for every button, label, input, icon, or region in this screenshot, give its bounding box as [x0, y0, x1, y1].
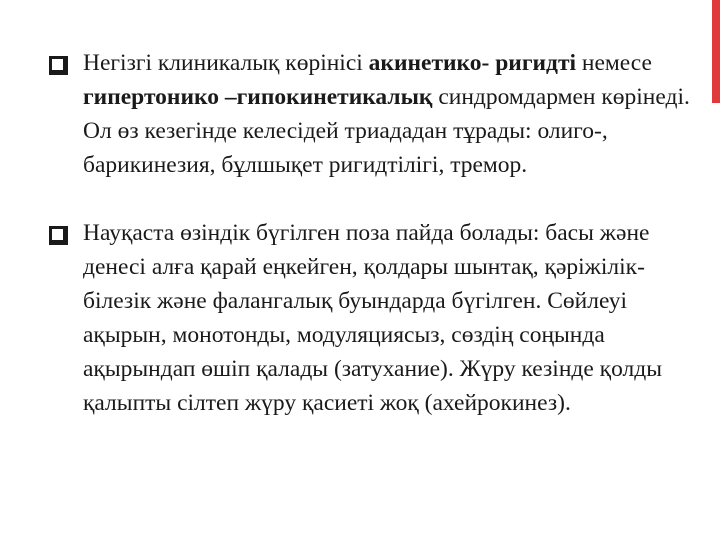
checkbox-square-icon: [49, 56, 68, 75]
bullet-text-segment: Науқаста өзіндік бүгілген поза пайда болады: басы және денесі алға қарай еңкейген, қолдары шынтақ, қәріжілік-білезік және фалангалық буындарда бүгілген. Сөйлеуі ақырын, монотонды, модуляциясыз, сөздің соңында ақырындап өшіп қалады (затухание). Жүру кезінде қолды қалыпты сілтеп жүру қасиеті жоқ (ахейрокинез).: [83, 220, 663, 416]
bullet-text: [83, 50, 690, 178]
bullet-text-bold: гипертонико –гипокинетикалық: [83, 84, 433, 110]
bullet-text-segment: Негізгі клиникалық көрінісі: [83, 50, 369, 76]
bullet-text-bold: акинетико- ригидті: [368, 50, 577, 76]
bullet-item: [49, 46, 704, 182]
bullet-text-segment: немесе: [576, 50, 652, 76]
slide-content: [49, 46, 704, 420]
bullet-text-segment: синдромдармен көрінеді. Ол өз кезегінде келесідей триададан тұрады: олиго-, барикинезия, бұлшықет ригидтілігі, тремор.: [83, 84, 690, 178]
accent-bar: [712, 0, 720, 103]
bullet-item: [49, 216, 704, 420]
bullet-text: [83, 220, 662, 416]
checkbox-square-icon: [49, 226, 68, 245]
